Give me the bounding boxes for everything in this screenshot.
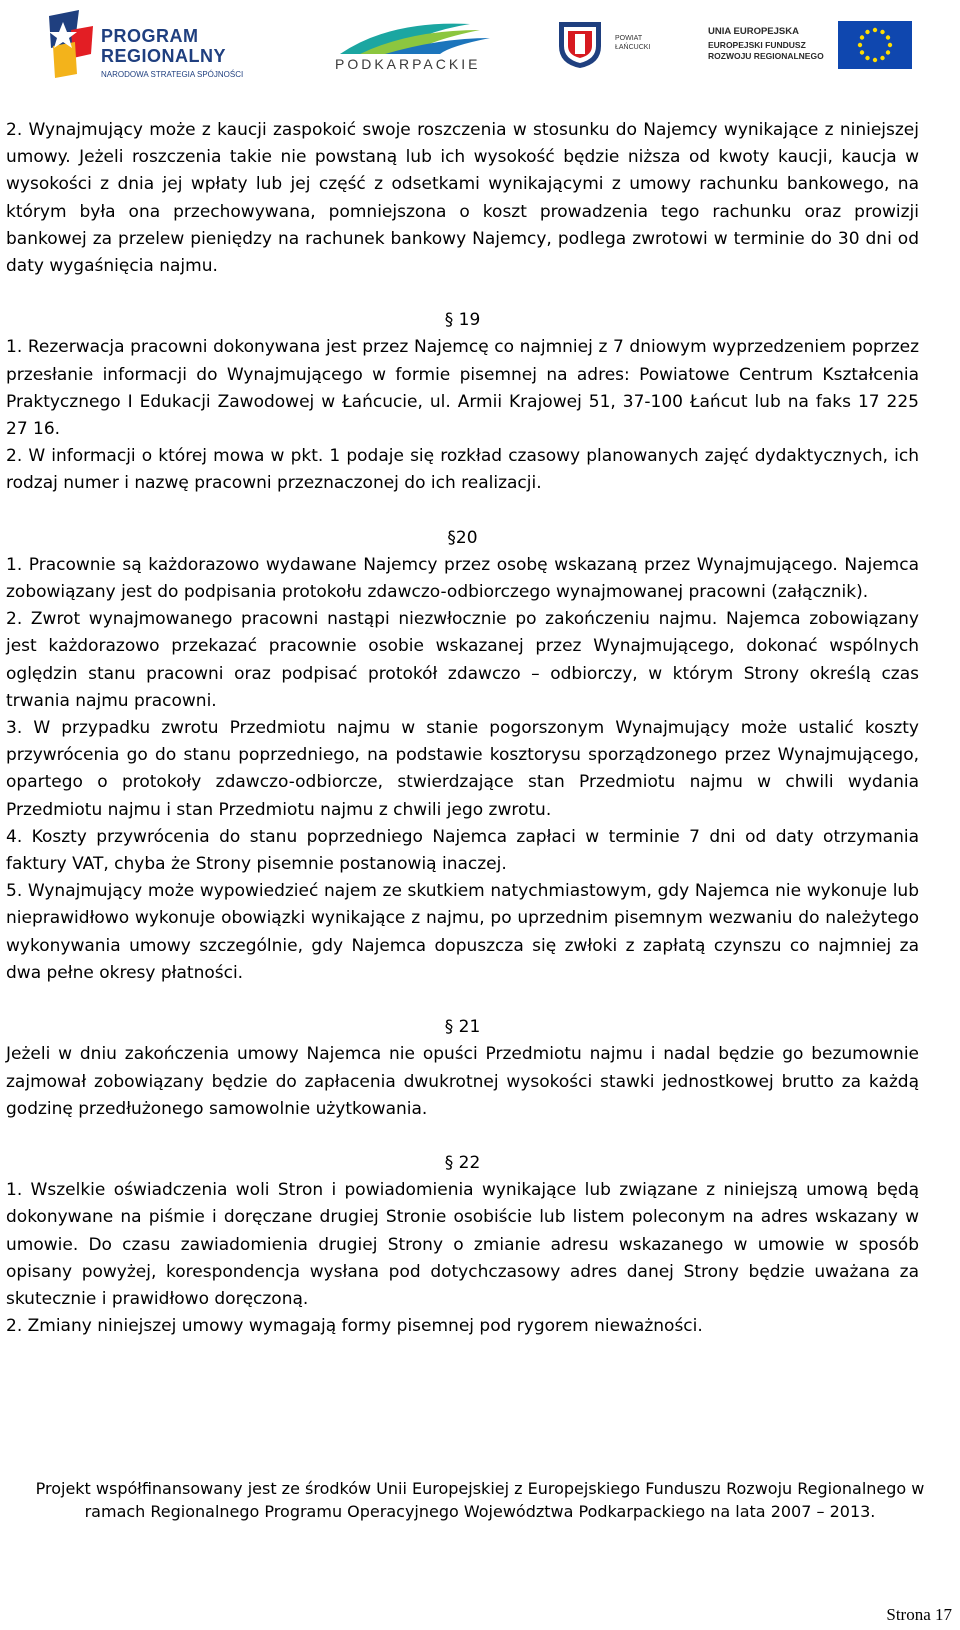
unia-europejska-logo xyxy=(705,18,915,73)
paragraph: 2. Zmiany niniejszej umowy wymagają formy pisemnej pod rygorem nieważności. xyxy=(6,1316,703,1337)
section-heading-20: §20 xyxy=(447,527,478,548)
paragraph: 5. Wynajmujący może wypowiedzieć najem ze skutkiem natychmiastowym, gdy Najemca nie wykonuje lub nieprawidłowo wykonuje obowiązki wynikające z najmu, po uprzednim pisemnym wezwaniu do należytego wykonywania umowy szczególnie, gdy Najemca dopuszcza się zwłoki z zapłatą czynszu co najmniej za dwa pełne okresy płatności. xyxy=(6,881,919,983)
page-footer xyxy=(0,1477,960,1523)
regionalny-text: REGIONALNY xyxy=(101,46,227,66)
paragraph: 4. Koszty przywrócenia do stanu poprzedniego Najemca zapłaci w terminie 7 dni od daty otrzymania faktury VAT, chyba że Strony pisemnie postanowią inaczej. xyxy=(6,826,919,875)
page-header xyxy=(0,0,960,85)
document-body xyxy=(6,117,919,1340)
paragraph: 2. Wynajmujący może z kaucji zaspokoić swoje roszczenia w stosunku do Najemcy wynikające z niniejszej umowy. Jeżeli roszczenia takie nie powstaną lub ich wysokość będzie niższa od kwoty kaucji, kaucja w wysokości z dnia jej wpłaty lub jej część z odsetkami wynikającymi z umowy rachunku bankowego, na którym była ona przechowywana, pomniejszona o koszt prowadzenia tego rachunku oraz prowizji bankowej za przelew pieniędzy na rachunek bankowy Najemcy, podlega zwrotowi w terminie do 30 dni od daty wygaśnięcia najmu. xyxy=(6,120,919,277)
powiat-text: POWIAT ŁAŃCUCKI xyxy=(615,35,651,51)
podkarpackie-hills-icon xyxy=(330,20,500,56)
section-heading-21: § 21 xyxy=(444,1017,481,1038)
program-regionalny-emblem-icon xyxy=(45,8,97,80)
section-heading-19: § 19 xyxy=(444,310,481,331)
paragraph: 1. Rezerwacja pracowni dokonywana jest przez Najemcę co najmniej z 7 dniowym wyprzedzeniem poprzez przesłanie informacji do Wynajmującego w formie pisemnej na adres: Powiatowe Centrum Kształcenia Praktycznego I Edukacji Zawodowej w Łańcucie, ul. Armii Krajowej 51, 37-100 Łańcut lub na faks 17 225 27 16. xyxy=(6,337,919,440)
paragraph: 2. W informacji o której mowa w pkt. 1 podaje się rozkład czasowy planowanych zajęć dydaktycznych, ich rodzaj numer i nazwę pracowni przeznaczonej do ich realizacji. xyxy=(6,446,919,494)
coat-of-arms-icon xyxy=(555,18,605,70)
paragraph: 1. Wszelkie oświadczenia woli Stron i powiadomienia wynikające lub związane z niniejszą umową będą dokonywane na piśmie i doręczane drugiej Stronie osobiście lub listem poleconym na adres wskazany w umowie. Do czasu zawiadomienia drugiej Strony o zmianie adresu wskazanego w umowie w sposób opisany powyżej, korespondencja wysłana pod dotychczasowy adres danej Strony będzie uważana za skutecznie i prawidłowo doręczoną. xyxy=(6,1180,919,1309)
page-number: Strona 17 xyxy=(886,1605,952,1624)
program-text: PROGRAM xyxy=(101,26,199,46)
footer-text: Projekt współfinansowany jest ze środków Unii Europejskiej z Europejskiego Funduszu Rozwoju Regionalnego w ramach Regionalnego Programu Operacyjnego Województwa Podkarpackiego na lata 2007 – 2013. xyxy=(35,1479,925,1521)
eu-flag-icon xyxy=(838,21,912,69)
paragraph: Jeżeli w dniu zakończenia umowy Najemca nie opuści Przedmiotu najmu i nadal będzie go bezumownie zajmował zobowiązany będzie do zapłacenia dwukrotnej wysokości stawki jednostkowej brutto za każdą godzinę przedłużonego samowolnie użytkowania. xyxy=(6,1044,919,1119)
paragraph: 2. Zwrot wynajmowanego pracowni nastąpi niezwłocznie po zakończeniu najmu. Najemca zobowiązany jest każdorazowo przekazać pracownie osobie wskazanej przez Wynajmującego, dokonać wspólnych oględzin stanu pracowni oraz podpisać protokół zdawczo – odbiorczy, w którym Strony określą czas trwania najmu pracowni. xyxy=(6,609,919,711)
paragraph: 1. Pracownie są każdorazowo wydawane Najemcy przez osobę wskazaną przez Wynajmującego. Najemca zobowiązany jest do podpisania protokołu zdawczo-odbiorczego wynajmowanej pracowni (załącznik). xyxy=(6,554,919,603)
paragraph: 3. W przypadku zwrotu Przedmiotu najmu w stanie pogorszonym Wynajmujący może ustalić koszty przywrócenia go do stanu poprzedniego, na podstawie kosztorysu sporządzonego przez Wynajmującego, opartego o protokoły zdawczo-odbiorcze, stwierdzające stan Przedmiotu najmu w chwili wydania Przedmiotu najmu i stan Przedmiotu najmu z chwili jego zwrotu. xyxy=(6,718,919,820)
program-regionalny-logo xyxy=(45,8,280,80)
podkarpackie-logo xyxy=(330,20,500,75)
ue-title-text: UNIA EUROPEJSKA xyxy=(708,26,799,37)
powiat-lancucki-logo xyxy=(555,18,665,73)
ue-fund-text: EUROPEJSKI FUNDUSZ ROZWOJU REGIONALNEGO xyxy=(708,40,824,61)
strategy-text: NARODOWA STRATEGIA SPÓJNOŚCI xyxy=(101,70,244,79)
section-heading-22: § 22 xyxy=(444,1152,481,1173)
podkarpackie-text: PODKARPACKIE xyxy=(335,56,481,72)
